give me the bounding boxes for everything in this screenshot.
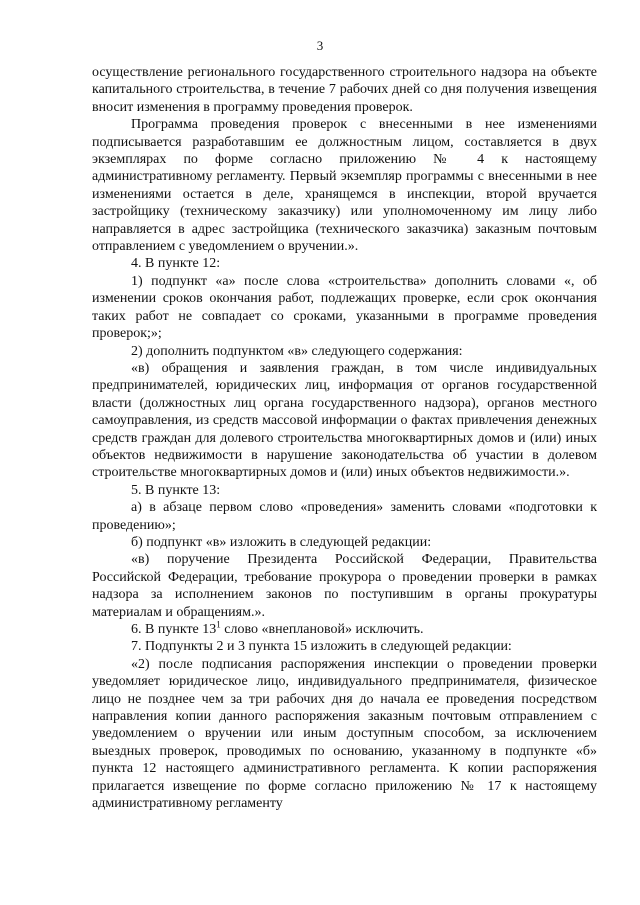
item-6-text-before: 6. В пункте 13 <box>131 622 217 637</box>
paragraph-item-4: 4. В пункте 12: <box>131 256 221 272</box>
item-6-superscript: 1 <box>216 619 221 630</box>
paragraph-program-amendments: Программа проведения проверок с внесенными в нее изменениями подписывается разработавшим ее должностным лицом, составляется в двух экземплярах по форме согласно приложению № 4 к настоящему административному регламенту. Первый экземпляр программы с внесенными в нее изменениями остается в деле, хранящемся в инспекции, второй вручается застройщику (техническому заказчику) или уполномоченному им лицу либо направляется в адрес застройщика (технического заказчика) заказным почтовым отправлением с уведомлением о вручении.». <box>92 117 597 255</box>
page-number: 3 <box>316 38 324 53</box>
paragraph-item-5-b: б) подпункт «в» изложить в следующей редакции: <box>131 534 432 550</box>
paragraph-subitem-v-new: «в) поручение Президента Российской Федерации, Правительства Российской Федерации, требование прокурора о проведении проверки в рамках надзора за исполнением законов по поступившим в органы прокуратуры материалам и обращениям.». <box>92 552 597 620</box>
paragraph-item-5-a: а) в абзаце первом слово «проведения» заменить словами «подготовки к проведению»; <box>92 500 597 533</box>
paragraph-item-4-2: 2) дополнить подпунктом «в» следующего содержания: <box>131 343 463 359</box>
paragraph-item-6 <box>92 621 597 638</box>
paragraph-subitem-v: «в) обращения и заявления граждан, в том числе индивидуальных предпринимателей, юридических лиц, информация от органов государственной власти (должностных лиц органа государственного надзора), органов местного самоуправления, из средств массовой информации о фактах привлечения денежных средств граждан для долевого строительства многоквартирных домов и (или) иных объектов недвижимости в нарушение законодательства об участии в долевом строительстве многоквартирных домов и (или) иных объектов недвижимости.». <box>92 360 597 481</box>
document-body <box>92 64 597 812</box>
paragraph-item-5: 5. В пункте 13: <box>131 482 221 498</box>
item-6-text-after: слово «внеплановой» исключить. <box>220 622 424 637</box>
paragraph-continuation: осуществление регионального государственного строительного надзора на объекте капитального строительства, в течение 7 рабочих дней со дня получения извещения вносит изменения в программу проведения проверок. <box>92 65 597 115</box>
paragraph-item-4-1: 1) подпункт «а» после слова «строительства» дополнить словами «, об изменении сроков окончания работ, подлежащих проверке, если срок окончания таких работ не совпадает со сроками, указанными в программе проведения проверок;»; <box>92 273 597 342</box>
paragraph-item-7: 7. Подпункты 2 и 3 пункта 15 изложить в следующей редакции: <box>131 639 512 655</box>
paragraph-subitem-2: «2) после подписания распоряжения инспекции о проведении проверки уведомляет юридическое лицо, индивидуального предпринимателя, физическое лицо не позднее чем за три рабочих дня до начала ее проведения посредством направления копии данного распоряжения заказным почтовым отправлением с уведомлением о вручении или иным доступным способом, за исключением выездных проверок, проводимых по основанию, указанному в подпункте «б» пункта 12 настоящего административного регламента. К копии распоряжения прилагается извещение по форме согласно приложению № 17 к настоящему административному регламенту <box>92 656 597 812</box>
